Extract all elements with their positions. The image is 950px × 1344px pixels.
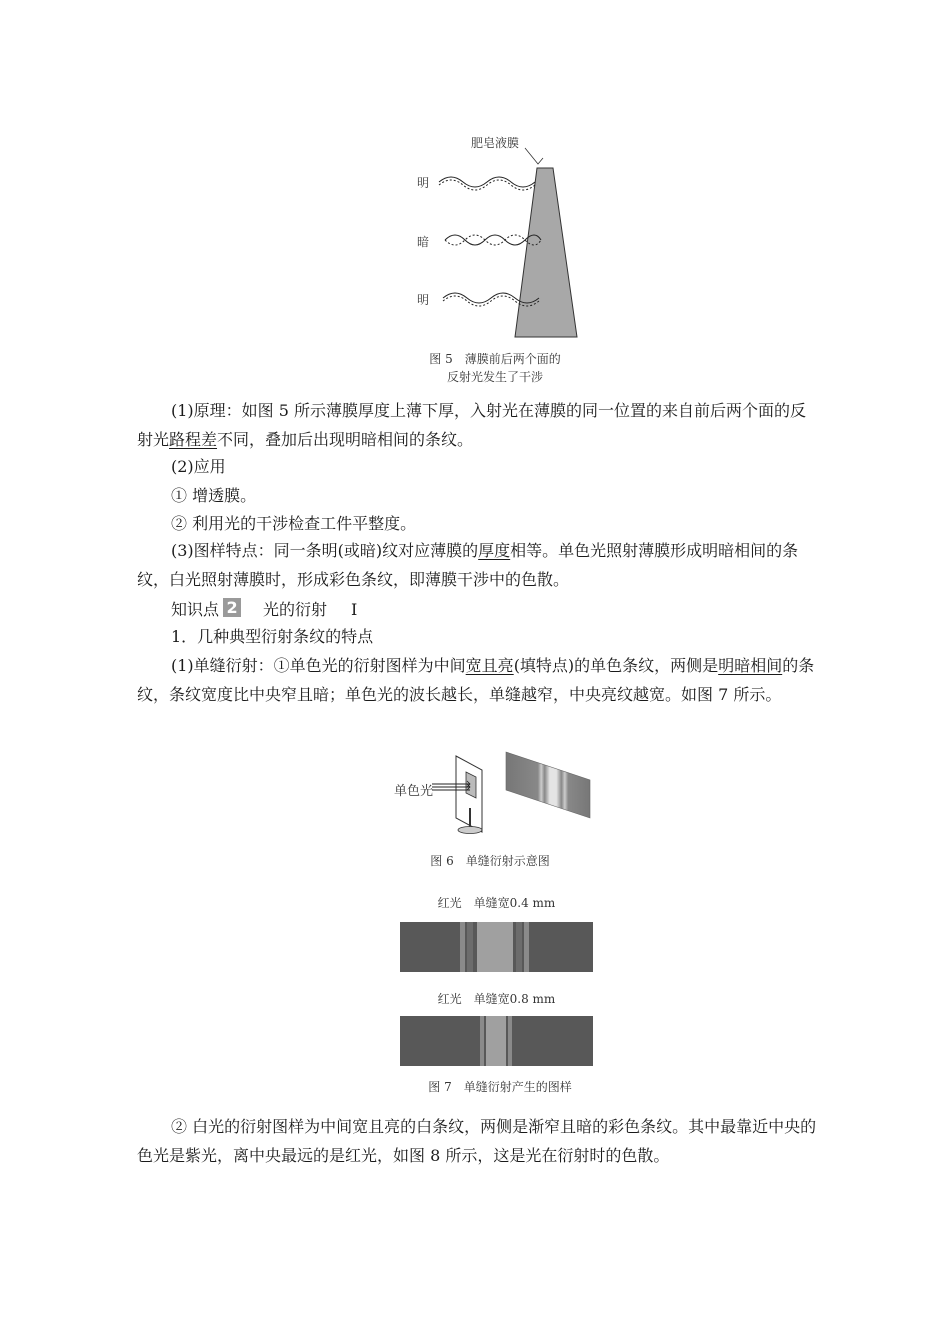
wave-label-bright-bottom: 明 — [417, 293, 430, 307]
wave-label-bright-top: 明 — [417, 176, 430, 190]
section-2-heading: 1．几种典型衍射条纹的特点 — [171, 627, 374, 646]
pattern-label-0-4mm: 红光 单缝宽0.4 mm — [437, 896, 556, 910]
white-light-paragraph: ② 白光的衍射图样为中间宽且亮的白条纹，两侧是渐窄且暗的彩色条纹。其中最靠近中央的色光是紫光，离中央最远的是红光，如图 8 所示，这是光在衍射时的色散。 — [137, 1117, 817, 1165]
diffraction-pattern-0-8mm — [400, 1016, 593, 1066]
figure-6-caption: 图 6 单缝衍射示意图 — [430, 854, 550, 868]
application-title: (2)应用 — [171, 457, 226, 476]
diffraction-pattern-0-4mm — [400, 922, 593, 972]
path-difference-term: 路程差 — [169, 430, 218, 449]
alternating-term: 明暗相间 — [718, 656, 783, 675]
application-item-1: ① 增透膜。 — [171, 486, 257, 505]
pattern-paragraph: (3)图样特点：同一条明(或暗)纹对应薄膜的厚度相等。单色光照射薄膜形成明暗相间的条纹，白光照射薄膜时，形成彩色条纹，即薄膜干涉中的色散。 — [137, 541, 799, 589]
soap-film-diagram — [405, 130, 605, 350]
application-item-2: ② 利用光的干涉检查工件平整度。 — [171, 514, 417, 533]
figure-7-caption: 图 7 单缝衍射产生的图样 — [428, 1080, 572, 1094]
figure-7 — [400, 890, 593, 1100]
figure-5-caption: 图 5 薄膜前后两个面的 反射光发生了干涉 — [429, 352, 561, 384]
thickness-term: 厚度 — [478, 541, 511, 560]
wide-bright-term: 宽且亮 — [465, 656, 514, 675]
knowledge-point-heading: 知识点 2 光的衍射 Ⅰ — [171, 598, 358, 619]
wave-label-dark: 暗 — [417, 235, 430, 249]
principle-paragraph: (1)原理：如图 5 所示薄膜厚度上薄下厚，入射光在薄膜的同一位置的来自前后两个面的反射光路程差不同，叠加后出现明暗相间的条纹。 — [137, 401, 807, 449]
figure-6 — [390, 748, 610, 873]
figure-5 — [405, 130, 605, 384]
pattern-label-0-8mm: 红光 单缝宽0.8 mm — [437, 992, 556, 1006]
knowledge-point-badge: 2 — [223, 598, 241, 617]
single-slit-paragraph: (1)单缝衍射：①单色光的衍射图样为中间宽且亮(填特点)的单色条纹，两侧是明暗相间的条纹，条纹宽度比中央窄且暗；单色光的波长越长，单缝越窄，中央亮纹越宽。如图 7 所示。 — [137, 656, 815, 704]
film-label: 肥皂液膜 — [471, 136, 520, 150]
monochromatic-light-label: 单色光 — [394, 784, 434, 799]
